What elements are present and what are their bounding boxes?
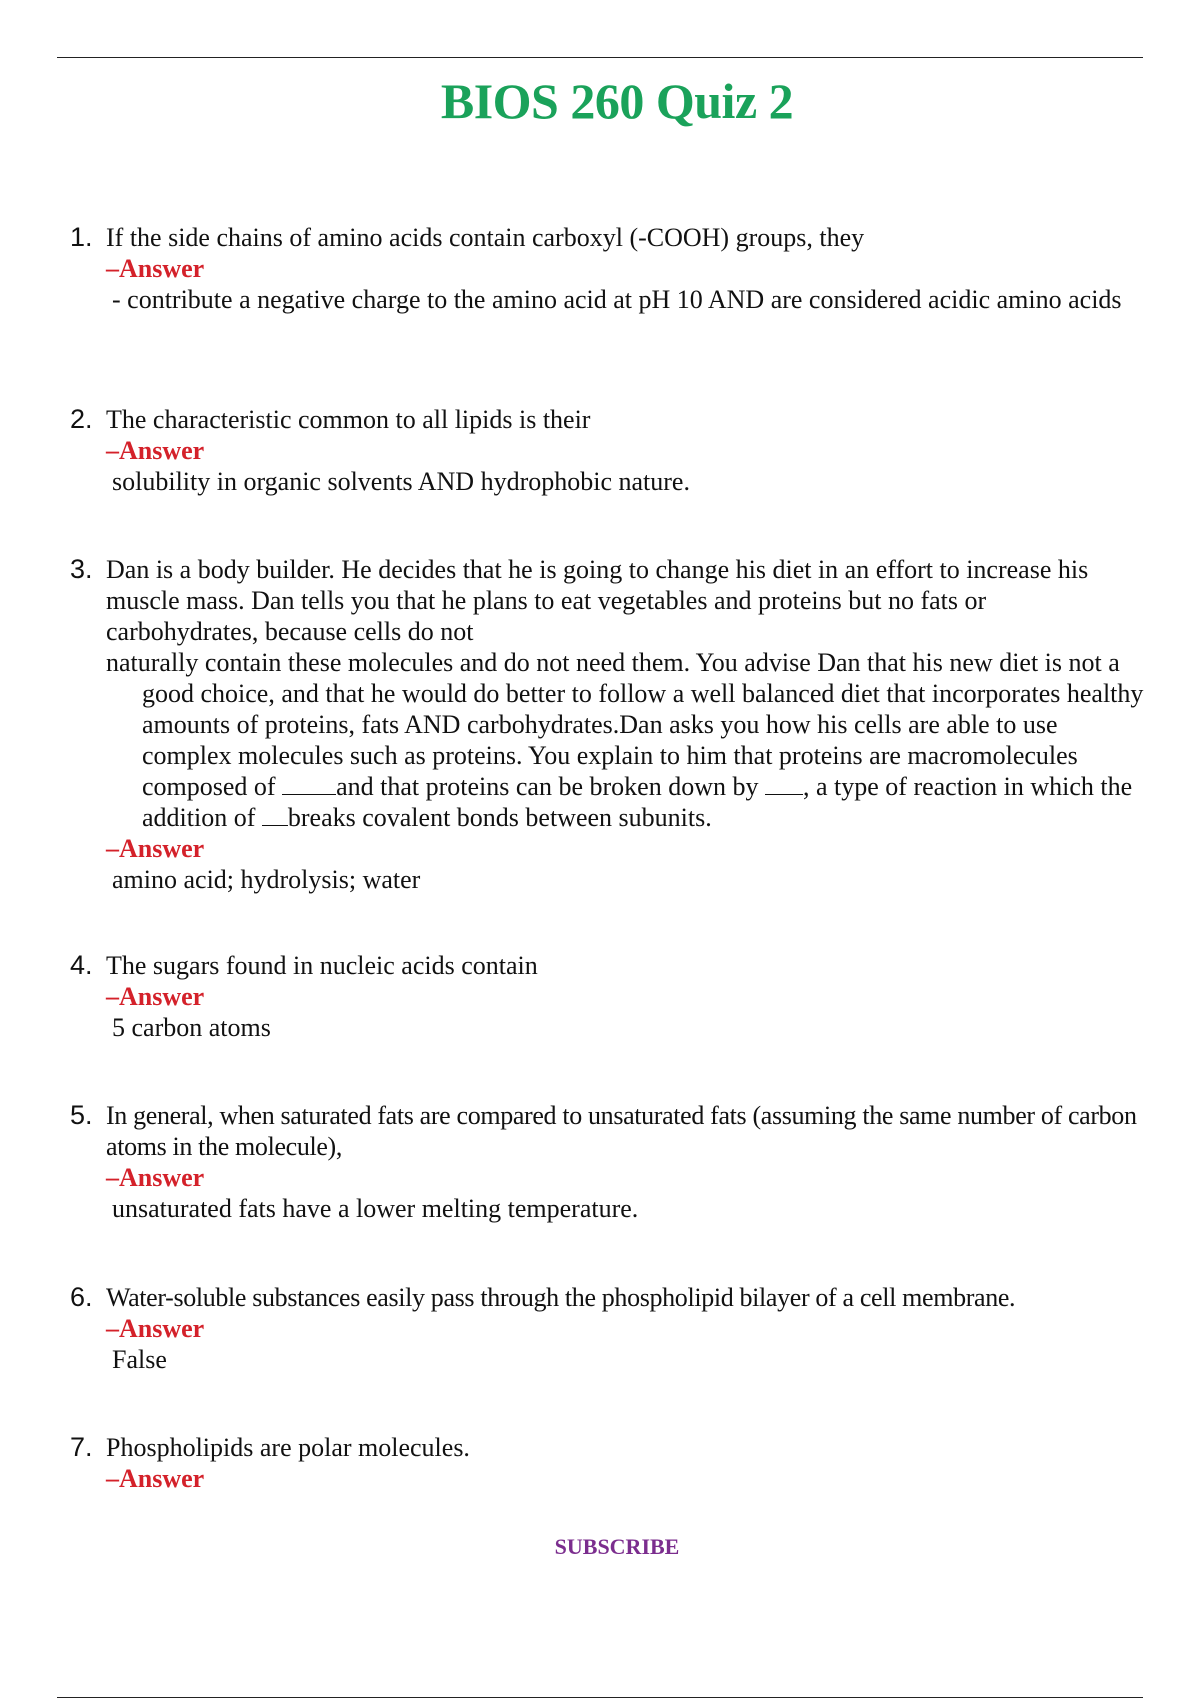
question-text: The characteristic common to all lipids is their — [106, 405, 591, 434]
question-5 — [70, 1100, 1160, 1224]
answer-label: –Answer — [106, 834, 205, 863]
question-text-part2 — [70, 647, 1160, 833]
question-text: In general, when saturated fats are compared to unsaturated fats (assuming the same number of carbon atoms in the molecule), — [106, 1101, 1137, 1161]
question-text-part1: Dan is a body builder. He decides that he is going to change his diet in an effort to increase his muscle mass. Dan tells you that he plans to eat vegetables and proteins but no fats or carbohydrates, because cells do not — [106, 555, 1089, 646]
answer-text: - contribute a negative charge to the amino acid at pH 10 AND are considered acidic amino acids — [112, 285, 1122, 314]
answer-text: unsaturated fats have a lower melting temperature. — [112, 1194, 639, 1223]
document-title: BIOS 260 Quiz 2 — [440, 73, 794, 129]
question-number: 5. — [70, 1100, 93, 1130]
question-number: 7. — [70, 1432, 93, 1462]
question-number: 4. — [70, 950, 93, 980]
answer-label: –Answer — [106, 1163, 205, 1192]
answer-text: solubility in organic solvents AND hydrophobic nature. — [112, 467, 690, 496]
question-number: 3. — [70, 554, 93, 584]
question-6 — [70, 1282, 1160, 1375]
answer-label: –Answer — [106, 1464, 205, 1493]
question-number: 2. — [70, 404, 93, 434]
question-1 — [70, 222, 1160, 315]
answer-blank — [262, 803, 288, 826]
top-rule — [57, 57, 1143, 58]
question-text-segment: breaks covalent bonds between subunits. — [287, 803, 712, 832]
question-2 — [70, 404, 1160, 497]
answer-label: –Answer — [106, 254, 205, 283]
question-text: The sugars found in nucleic acids contain — [106, 951, 538, 980]
answer-text: 5 carbon atoms — [112, 1013, 271, 1042]
answer-text: amino acid; hydrolysis; water — [112, 865, 421, 894]
question-number: 1. — [70, 222, 93, 252]
answer-blank — [282, 772, 336, 795]
question-text: If the side chains of amino acids contain carboxyl (-COOH) groups, they — [106, 223, 865, 252]
question-number: 6. — [70, 1282, 93, 1312]
question-text: Phospholipids are polar molecules. — [106, 1433, 470, 1462]
question-text-segment: naturally contain these molecules and do not need them. You advise Dan that his new diet is not a good choice, and that he would do better to follow a well balanced diet that incorporates healthy amounts of proteins, fats AND carbohydrates.Dan asks you how his cells are able to use complex molecules such as proteins. You explain to him that proteins are macromolecules composed of — [106, 648, 1144, 801]
question-text: Water-soluble substances easily pass through the phospholipid bilayer of a cell membrane. — [106, 1283, 1016, 1312]
answer-label: –Answer — [106, 1314, 205, 1343]
question-text-segment: , a type of reaction in which the addition of — [142, 772, 1133, 832]
answer-label: –Answer — [106, 436, 205, 465]
answer-label: –Answer — [106, 982, 205, 1011]
question-7 — [70, 1432, 1160, 1494]
question-3 — [70, 554, 1160, 895]
question-4 — [70, 950, 1160, 1043]
answer-text: False — [112, 1345, 167, 1374]
bottom-rule — [57, 1697, 1143, 1698]
answer-blank — [765, 772, 803, 795]
subscribe-link[interactable]: SUBSCRIBE — [554, 1534, 680, 1559]
question-text-segment: and that proteins can be broken down by — [336, 772, 759, 801]
